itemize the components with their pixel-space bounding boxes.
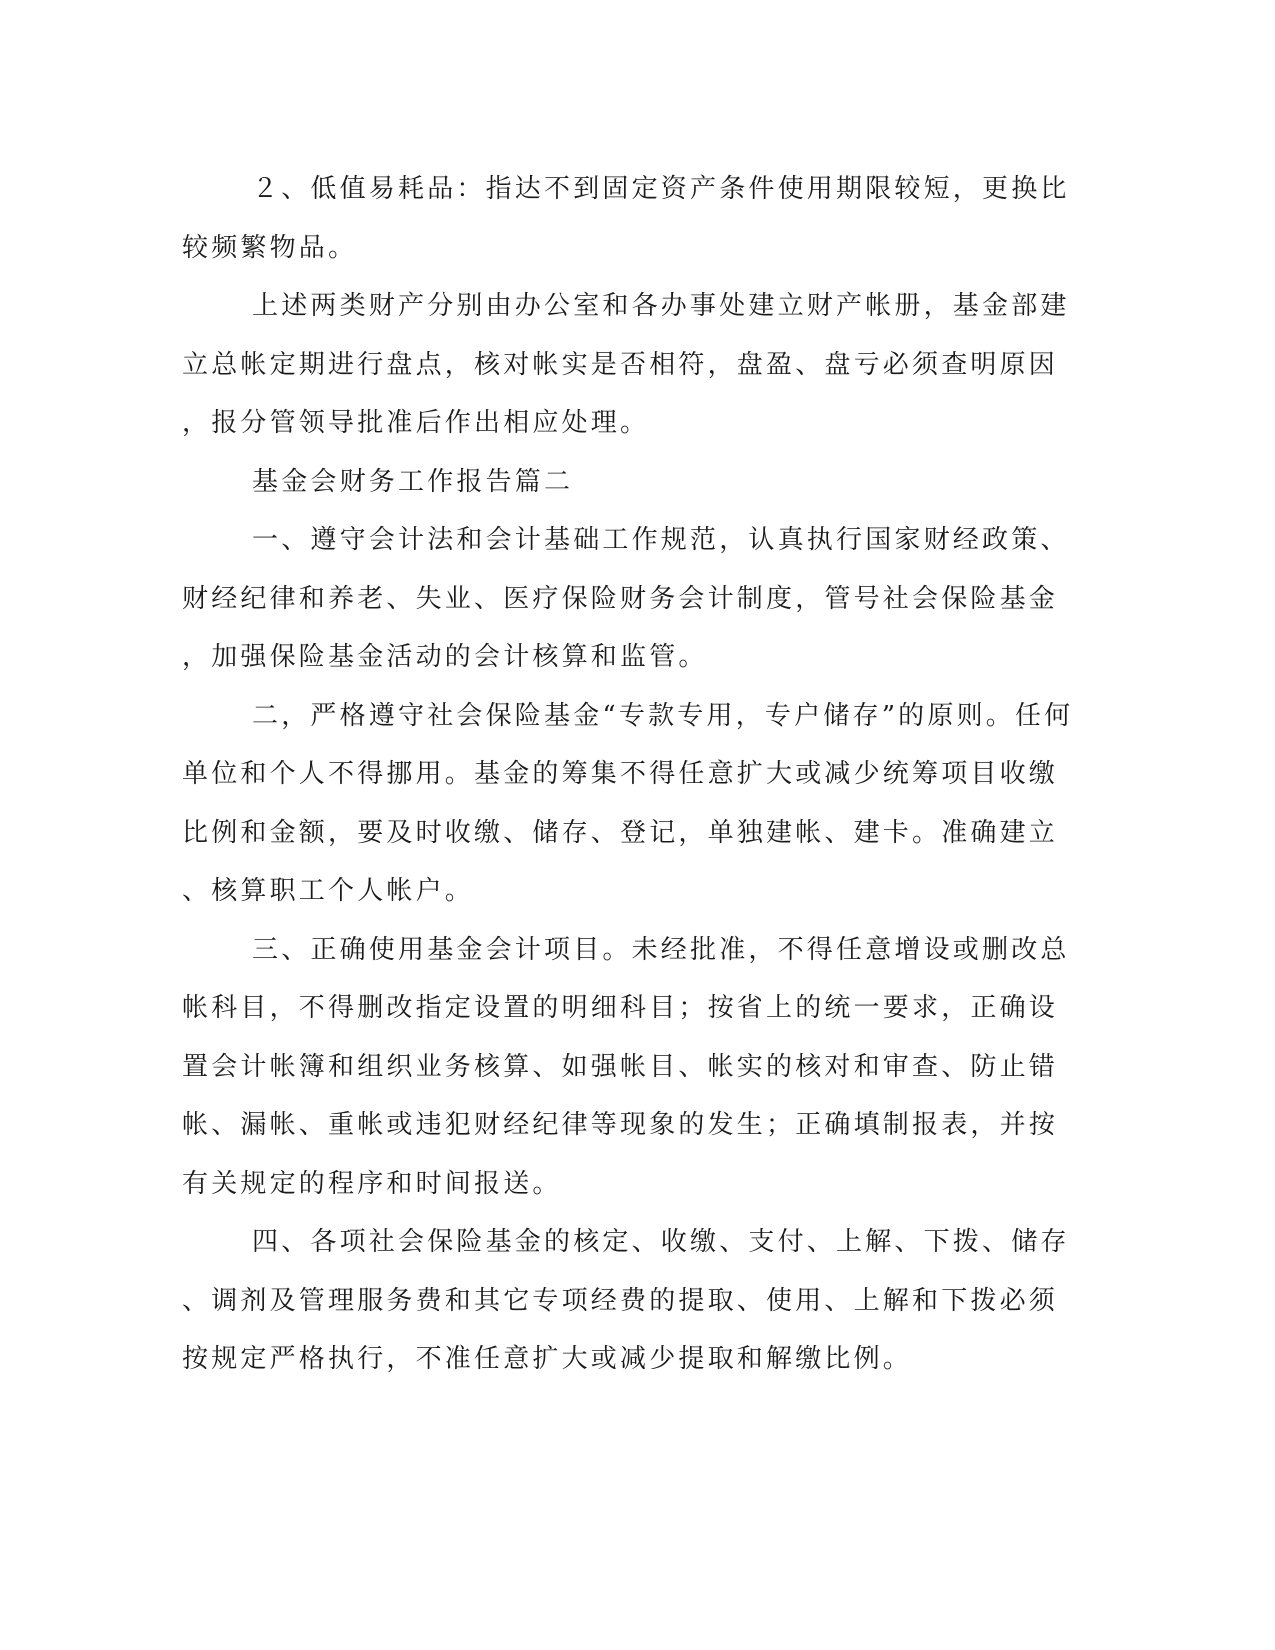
paragraph-line: 立总帐定期进行盘点，核对帐实是否相符，盘盈、盘亏必须查明原因: [182, 349, 1059, 380]
paragraph-line: ２、低值易耗品：指达不到固定资产条件使用期限较短，更换比: [252, 174, 1070, 204]
section-heading: 基金会财务工作报告篇二: [252, 466, 574, 497]
paragraph-line: ，加强保险基金活动的会计核算和监管。: [182, 642, 708, 672]
paragraph-line: 比例和金额，要及时收缴、储存、登记，单独建帐、建卡。准确建立: [182, 817, 1059, 848]
paragraph-line: 帐、漏帐、重帐或违犯财经纪律等现象的发生；正确填制报表，并按: [182, 1110, 1059, 1140]
paragraph-line: 、调剂及管理服务费和其它专项经费的提取、使用、上解和下拨必须: [182, 1285, 1059, 1316]
paragraph-line: 四、各项社会保险基金的核定、收缴、支付、上解、下拨、储存: [252, 1227, 1070, 1257]
paragraph-line: 三、正确使用基金会计项目。未经批准，不得任意增设或删改总: [252, 934, 1070, 965]
paragraph-line: 较频繁物品。: [182, 232, 358, 263]
paragraph-line: 一、遵守会计法和会计基础工作规范，认真执行国家财经政策、: [252, 525, 1070, 555]
paragraph-line: 置会计帐簿和组织业务核算、如强帐目、帐实的核对和审查、防止错: [182, 1051, 1059, 1082]
document-body: [182, 160, 1074, 1389]
paragraph-line: 帐科目，不得删改指定设置的明细科目；按省上的统一要求，正确设: [182, 993, 1059, 1023]
paragraph-line: 上述两类财产分别由办公室和各办事处建立财产帐册，基金部建: [252, 291, 1070, 321]
paragraph-line: ，报分管领导批准后作出相应处理。: [182, 408, 650, 438]
paragraph-line: 按规定严格执行，不准任意扩大或减少提取和解缴比例。: [182, 1344, 913, 1374]
paragraph-line: 有关规定的程序和时间报送。: [182, 1168, 562, 1199]
paragraph-line: 单位和个人不得挪用。基金的筹集不得任意扩大或减少统筹项目收缴: [182, 759, 1059, 789]
paragraph-line: 二，严格遵守社会保险基金“专款专用，专户储存”的原则。任何: [252, 700, 1074, 731]
paragraph-line: 财经纪律和养老、失业、医疗保险财务会计制度，管号社会保险基金: [182, 583, 1059, 614]
paragraph-line: 、核算职工个人帐户。: [182, 876, 475, 906]
